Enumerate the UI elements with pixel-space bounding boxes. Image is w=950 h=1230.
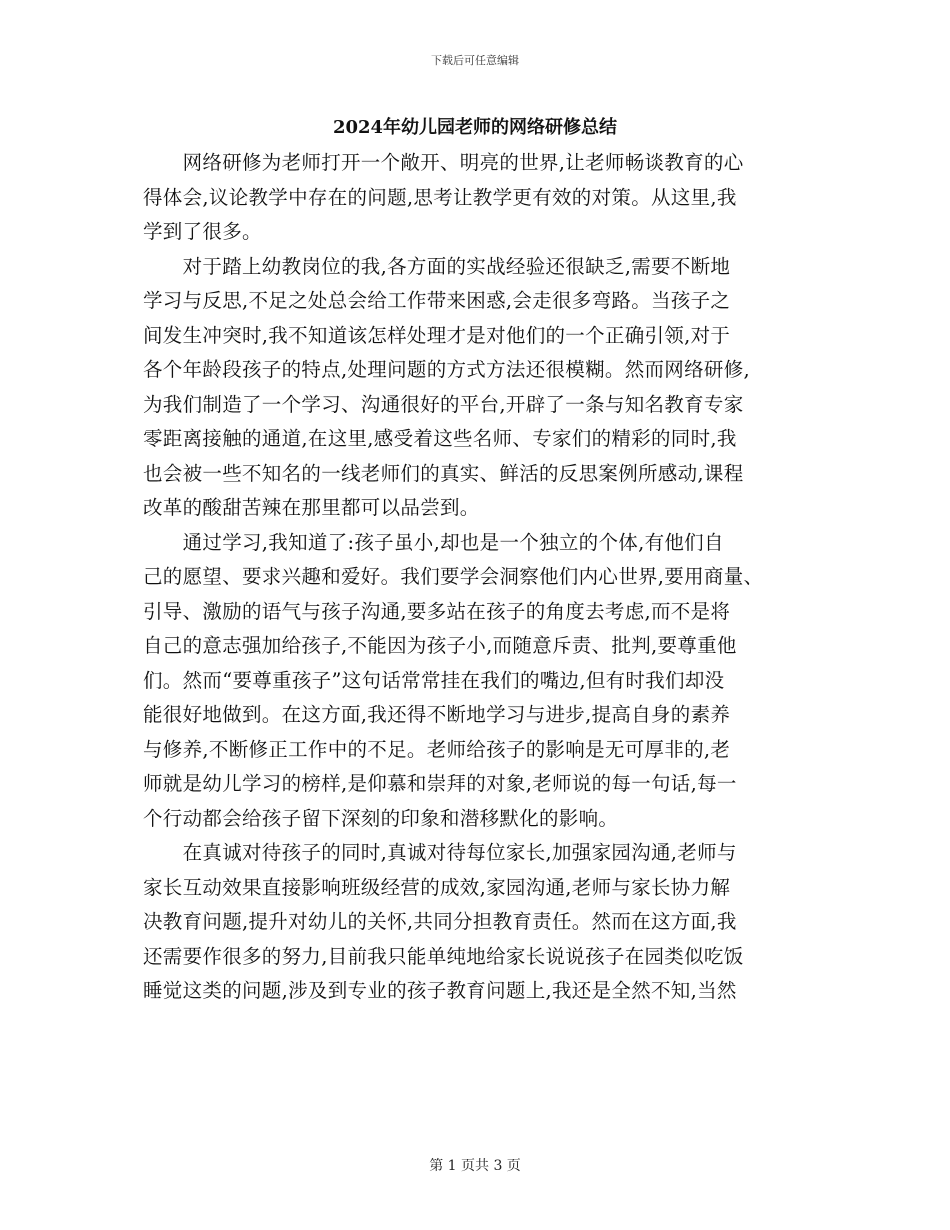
document-title: 2024年幼儿园老师的网络研修总结 (332, 117, 618, 138)
text-line: 网络研修为老师打开一个敞开、明亮的世界,让老师畅谈教育的心 (143, 151, 744, 174)
text-line: 为我们制造了一个学习、沟通很好的平台,开辟了一条与知名教育专家 (143, 392, 744, 416)
paragraph-2 (143, 250, 809, 526)
text-line: 还需要作很多的努力,目前我只能单纯地给家长说说孩子在园类似吃饭 (143, 944, 744, 968)
text-line: 引导、激励的语气与孩子沟通,要多站在孩子的角度去考虑,而不是将 (143, 599, 731, 623)
text-line: 各个年龄段孩子的特点,处理问题的方式方法还很模糊。然而网络研修, (143, 358, 750, 381)
text-line: 个行动都会给孩子留下深刻的印象和潜移默化的影响。 (143, 806, 619, 830)
text-line: 对于踏上幼教岗位的我,各方面的实战经验还很缺乏,需要不断地 (143, 254, 731, 278)
text-line: 师就是幼儿学习的榜样,是仰慕和崇拜的对象,老师说的每一句话,每一 (143, 772, 737, 795)
text-line: 家长互动效果直接影响班级经营的成效,家园沟通,老师与家长协力解 (143, 875, 731, 899)
paragraph-3 (143, 526, 809, 837)
text-line: 通过学习,我知道了:孩子虽小,却也是一个独立的个体,有他们自 (143, 530, 724, 554)
text-line: 决教育问题,提升对幼儿的关怀,共同分担教育责任。然而在这方面,我 (143, 910, 737, 933)
paragraph-4 (143, 836, 809, 1009)
document-body (143, 146, 809, 1009)
text-line: 改革的酸甜苦辣在那里都可以品尝到。 (143, 496, 480, 519)
text-line: 学习与反思,不足之处总会给工作带来困惑,会走很多弯路。当孩子之 (143, 289, 731, 312)
paragraph-1 (143, 146, 809, 250)
text-line: 们。然而“要尊重孩子”这句话常常挂在我们的嘴边,但有时我们却没 (143, 668, 725, 692)
text-line: 零距离接触的通道,在这里,感受着这些名师、专家们的精彩的同时,我 (143, 427, 737, 450)
text-line: 得体会,议论教学中存在的问题,思考让教学更有效的对策。从这里,我 (143, 185, 737, 209)
text-line: 能很好地做到。在这方面,我还得不断地学习与进步,提高自身的素养 (143, 703, 731, 726)
text-line: 间发生冲突时,我不知道该怎样处理才是对他们的一个正确引领,对于 (143, 323, 731, 347)
text-line: 与修养,不断修正工作中的不足。老师给孩子的影响是无可厚非的,老 (143, 737, 731, 761)
text-line: 学到了很多。 (143, 220, 262, 243)
text-line: 自己的意志强加给孩子,不能因为孩子小,而随意斥责、批判,要尊重他 (143, 634, 737, 657)
text-line: 也会被一些不知名的一线老师们的真实、鲜活的反思案例所感动,课程 (143, 461, 744, 485)
page-footer: 第 1 页共 3 页 (429, 1158, 521, 1174)
text-line: 在真诚对待孩子的同时,真诚对待每位家长,加强家园沟通,老师与 (143, 841, 737, 864)
text-line: 己的愿望、要求兴趣和爱好。我们要学会洞察他们内心世界,要用商量、 (143, 565, 764, 588)
text-line: 睡觉这类的问题,涉及到专业的孩子教育问题上,我还是全然不知,当然 (143, 979, 737, 1002)
page-header: 下载后可任意编辑 (431, 54, 519, 67)
